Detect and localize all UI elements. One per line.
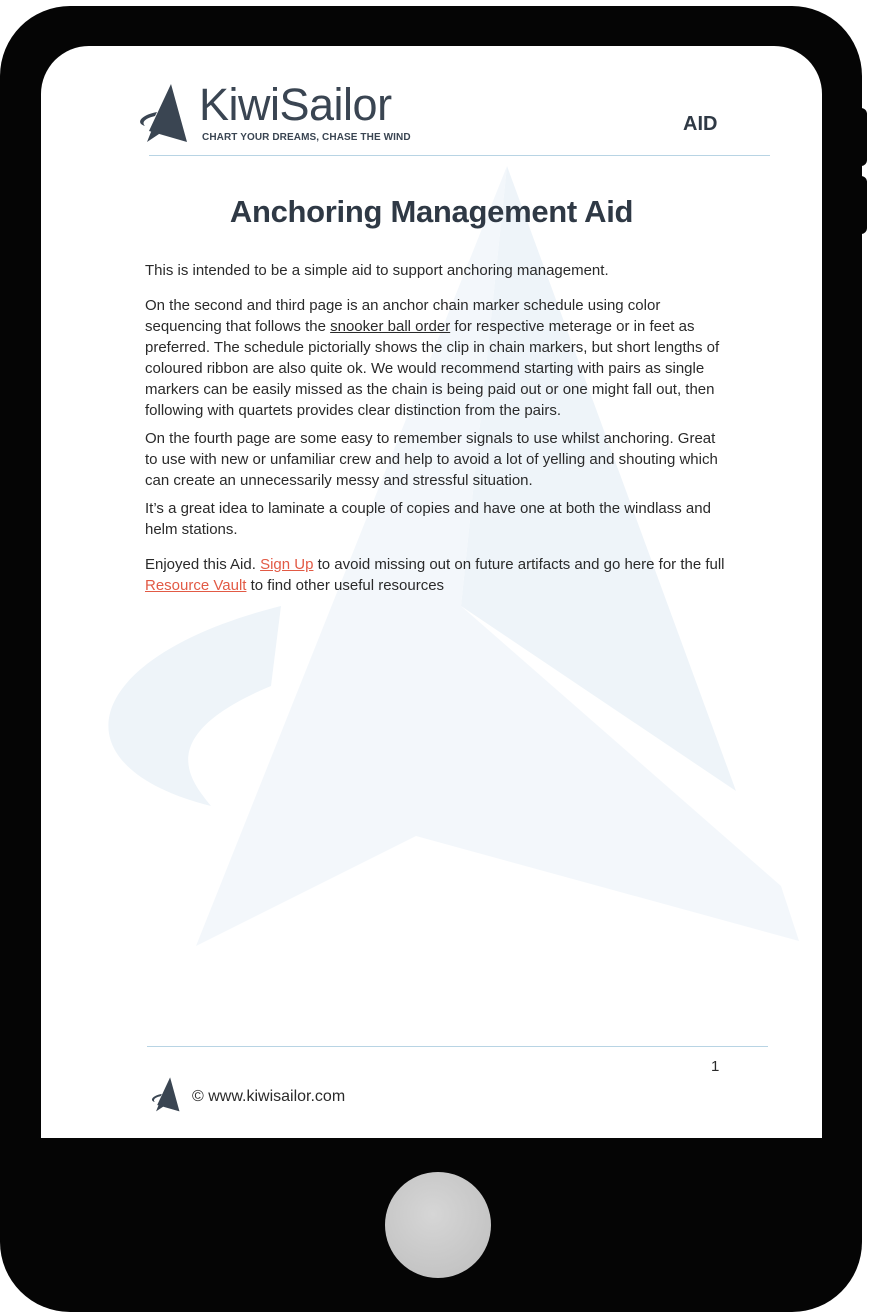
signals-paragraph: On the fourth page are some easy to remember signals to use whilst anchoring. Great to use with new or unfamiliar crew and help to avoid a lot of yelling and shouting which can create an unnecessarily messy and stressful situation. (145, 430, 718, 489)
home-button[interactable] (385, 1172, 491, 1278)
sign-up-link[interactable]: Sign Up (260, 556, 314, 573)
header-divider (149, 155, 770, 156)
schedule-text-before: On the second and third page is an anchor chain marker schedule using color sequencing that follows the (145, 297, 661, 335)
signup-paragraph (145, 554, 725, 596)
signup-text-2: to avoid missing out on future artifacts and go here for the full (313, 556, 725, 573)
resource-vault-link[interactable]: Resource Vault (145, 577, 247, 594)
tablet-screen (41, 46, 822, 1138)
brand-tagline: CHART YOUR DREAMS, CHASE THE WIND (202, 132, 411, 143)
volume-up-button[interactable] (858, 108, 867, 166)
website-footer: © www.kiwisailor.com (192, 1088, 346, 1105)
schedule-paragraph (145, 295, 725, 421)
laminate-paragraph: It’s a great idea to laminate a couple of copies and have one at both the windlass and helm stations. (145, 500, 711, 538)
brand-name: KiwiSailor (199, 79, 392, 130)
document-title: Anchoring Management Aid (229, 194, 634, 229)
document-type-label: AID (683, 113, 718, 135)
schedule-text-after: for respective meterage or in feet as preferred. The schedule pictorially shows the clip in chain markers, but short lengths of coloured ribbon are also quite ok. We would recommend starting with pairs as single markers can be easily missed as the chain is being paid out or one might fall out, then following with quartets provides clear distinction from the pairs. (145, 318, 720, 419)
snooker-ball-order-link[interactable]: snooker ball order (330, 318, 451, 335)
page-number: 1 (711, 1058, 720, 1075)
intro-paragraph: This is intended to be a simple aid to support anchoring management. (145, 262, 609, 279)
signup-text-3: to find other useful resources (246, 577, 445, 594)
sailboat-logo-icon (135, 82, 193, 146)
signup-text-1: Enjoyed this Aid. (145, 556, 261, 573)
volume-down-button[interactable] (858, 176, 867, 234)
footer-divider (147, 1046, 768, 1047)
document-body (145, 260, 725, 603)
sailboat-footer-icon (149, 1076, 183, 1114)
